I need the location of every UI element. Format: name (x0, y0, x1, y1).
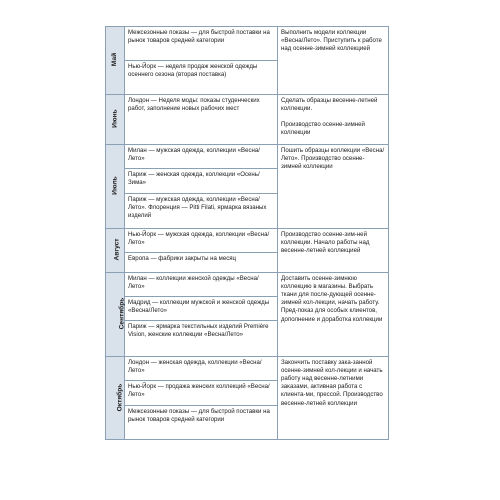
show-cell: Париж — ярмарка текстильных изделий Première Vision, женские коллекции «Весна/Лето» (125, 321, 278, 357)
month-label: Май (111, 53, 119, 67)
show-cell: Лондон — Неделя моды: показы студенческих работ, заполнение новых рабочих мест (125, 95, 278, 145)
table-row (106, 229, 389, 253)
show-cell: Нью-Йорк — продажа женских коллекций «Весна/Лето» (125, 381, 278, 406)
show-cell: Межсезонные показы — для быстрой поставки на рынок товаров средней категории (125, 406, 278, 440)
month-label: Июнь (111, 109, 119, 129)
task-text: Производство осенне-зимней коллекции (281, 120, 365, 137)
table-row (106, 357, 389, 381)
show-cell: Милан — мужская одежда, коллекции «Весна/Лето» (125, 145, 278, 169)
show-cell: Европа — фабрики закрыты на месяц (125, 253, 278, 273)
show-cell: Нью-Йорк — неделя продаж женской одежды осеннего сезона (вторая поставка) (125, 61, 278, 95)
task-cell (278, 95, 389, 145)
show-cell: Мадрид — коллекции мужской и женской одежды «Весна/Лето» (125, 297, 278, 321)
task-cell (278, 229, 389, 273)
table-row (106, 27, 389, 61)
task-text: Пошить образцы коллекции «Весна/Лето». Производство осенне-зимней коллекции (281, 146, 385, 170)
show-cell: Лондон — женская одежда, коллекции «Весна/Лето» (125, 357, 278, 381)
month-cell-june (106, 95, 125, 145)
month-cell-august (106, 229, 125, 273)
task-text: Сделать образцы весенне-летней коллекции. (281, 96, 378, 112)
month-label: Октябрь (116, 383, 124, 412)
month-cell-october (106, 357, 125, 440)
month-cell-may (106, 27, 125, 95)
show-cell: Милан — коллекции женской одежды «Весна/Лето» (125, 273, 278, 297)
month-cell-september (106, 273, 125, 357)
fashion-calendar-table (105, 26, 389, 440)
task-cell (278, 27, 389, 95)
task-cell (278, 273, 389, 357)
month-label: Август (113, 238, 121, 261)
task-cell (278, 145, 389, 229)
month-cell-july (106, 145, 125, 229)
month-label: Сентябрь (118, 298, 126, 330)
table-row (106, 145, 389, 169)
task-text: Доставить осенне-зимнюю коллекцию в магазины. Выбрать ткани для после-дующей осенне-зимней кол-лекции, начать работу. Пред-показ для особых клиентов, дополнение и доработка коллекции (281, 274, 383, 323)
task-text: Производство осенне-зим-ней коллекции. Начало работы над весенне-летней коллекцией (281, 230, 370, 254)
table-row (106, 273, 389, 297)
show-cell: Париж — женская одежда, коллекции «Осень/Зима» (125, 169, 278, 194)
show-cell: Межсезонные показы — для быстрой поставки на рынок товаров средней категории (125, 27, 278, 61)
table-row (106, 95, 389, 145)
month-label: Июль (111, 176, 119, 196)
show-cell: Нью-Йорк — мужская одежда, коллекции «Весна/Лето» (125, 229, 278, 253)
show-cell: Париж — мужская одежда, коллекции «Весна/Лето». Флоренция — Pitti Filati, ярмарка вязаных изделий (125, 194, 278, 229)
task-text: Закончить поставку зака-занной осенне-зимней кол-лекции и начать работу над весенне-летними заказами, активная работа с клиента-ми, прессой. Производство весенне-летней коллекции (281, 358, 383, 407)
task-text: Выполнить модели коллекции «Весна/Лето». Приступить к работе над осенне-зимней коллекцией (281, 28, 382, 52)
task-cell (278, 357, 389, 440)
